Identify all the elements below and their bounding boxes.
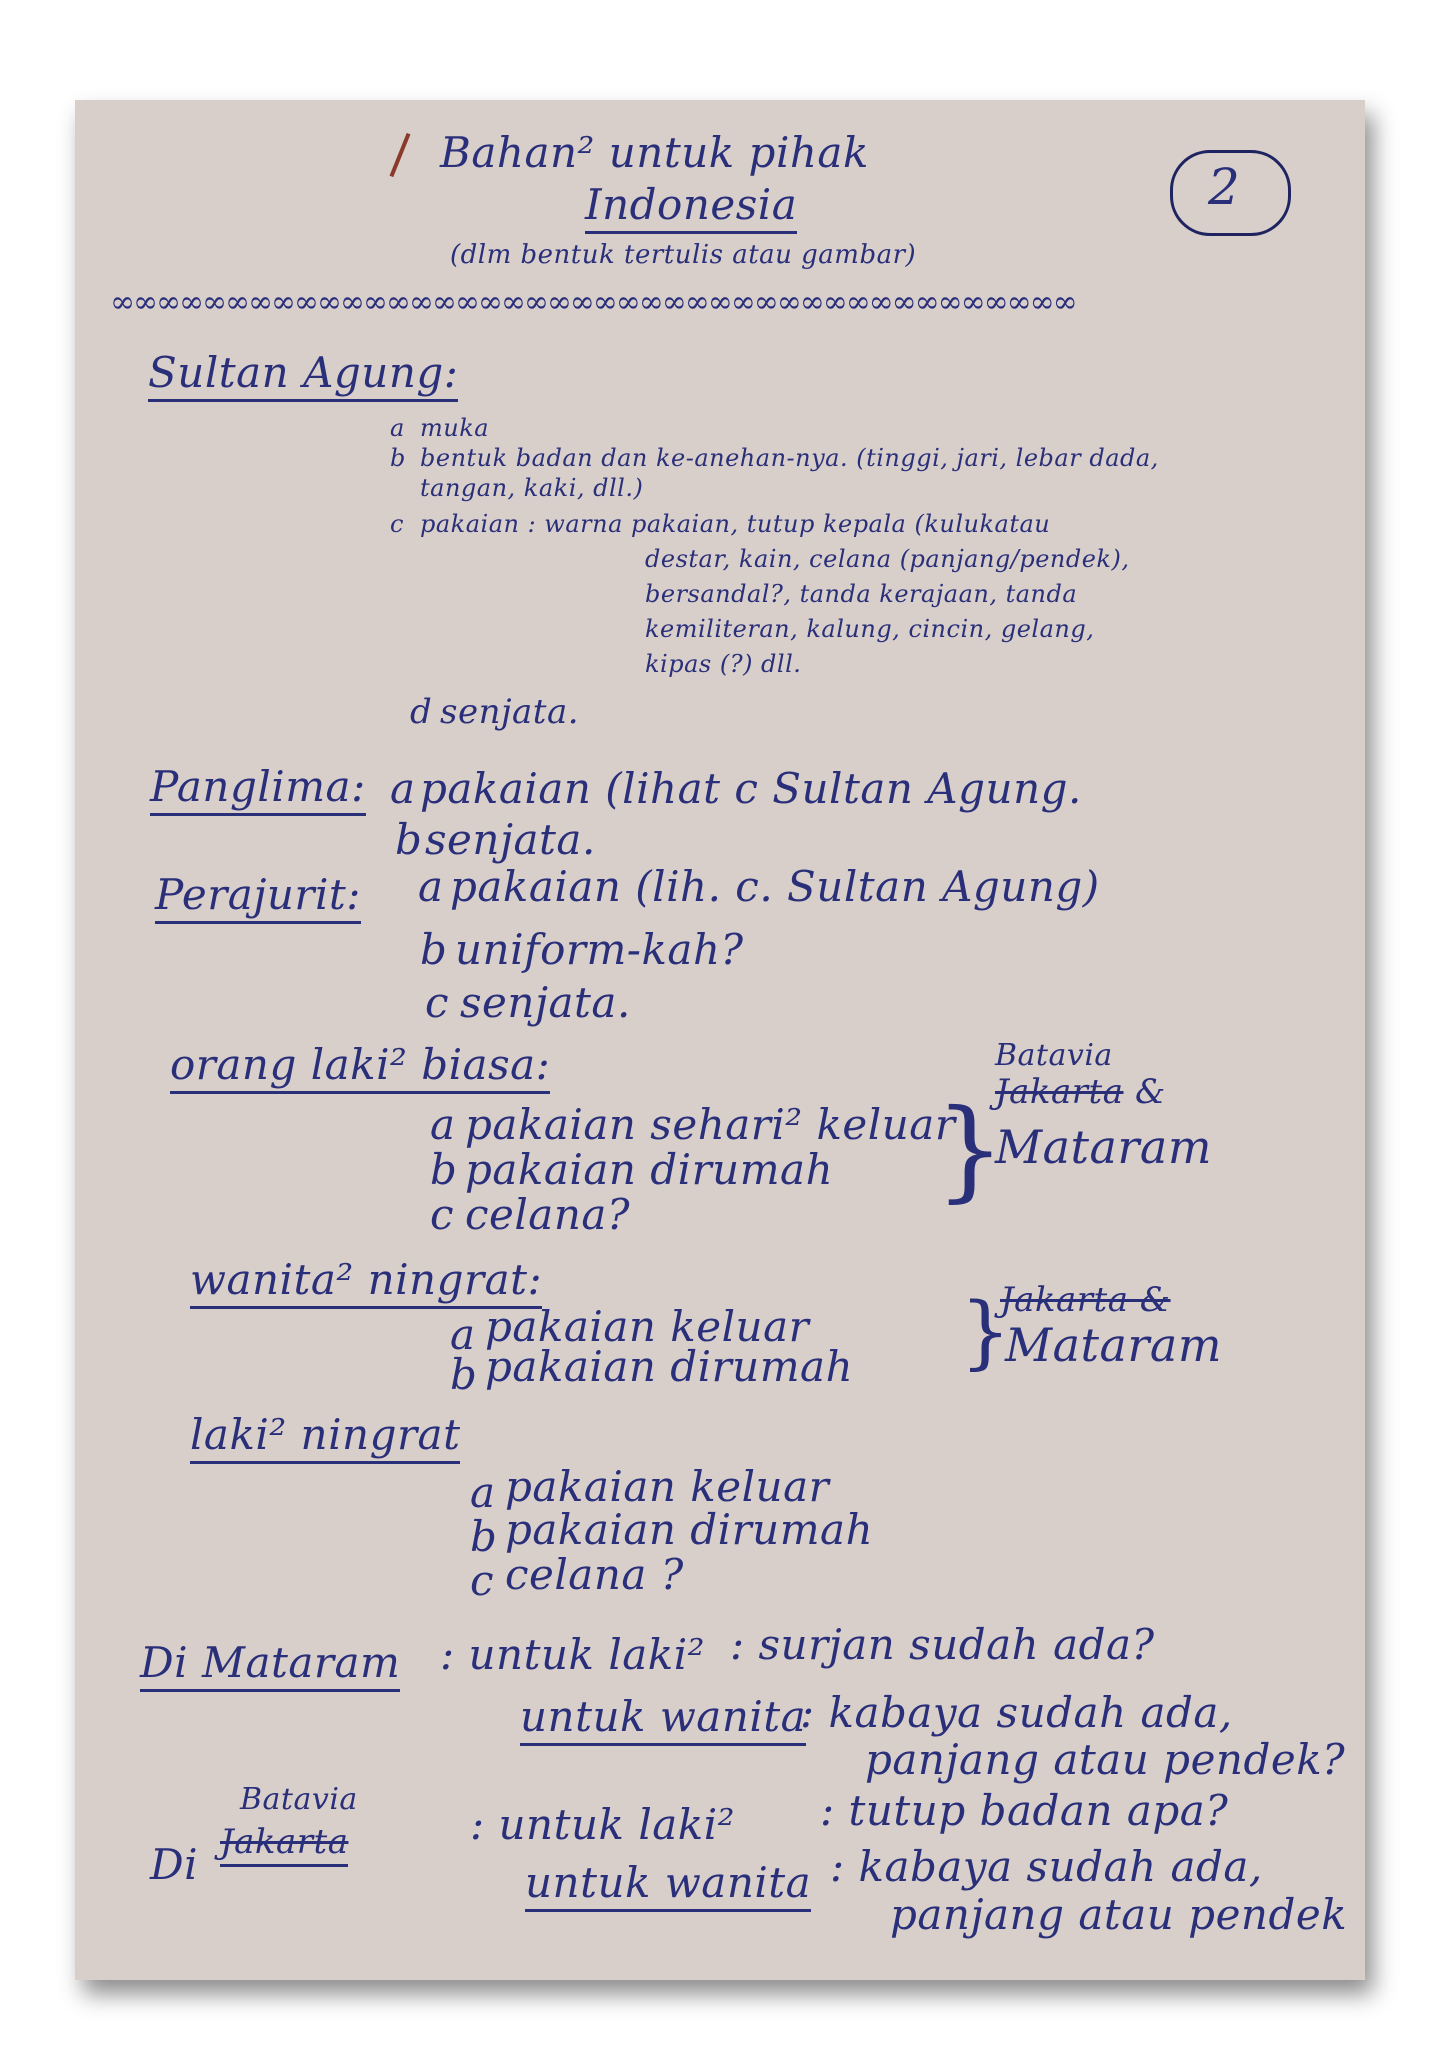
item-text: pakaian dirumah	[465, 1145, 834, 1194]
row-text-wanita: : kabaya sudah ada,	[830, 1842, 1263, 1891]
item-letter: b	[470, 1512, 498, 1561]
item-letter: a	[470, 1468, 496, 1517]
grouping-brace: }	[935, 1085, 1005, 1213]
row-label-laki: : untuk laki²	[470, 1800, 736, 1849]
item-text: bentuk badan dan ke-anehan-nya. (tinggi, jari, lebar dada,	[420, 444, 1159, 472]
item-letter: b	[430, 1145, 458, 1194]
row-label-wanita: untuk wanita	[525, 1858, 811, 1912]
side-note-batavia: Batavia	[995, 1038, 1113, 1073]
item-text: senjata.	[460, 978, 631, 1027]
item-text: pakaian dirumah	[485, 1342, 854, 1391]
row-label-wanita: untuk wanita	[520, 1692, 806, 1746]
item-letter: b	[390, 444, 406, 472]
side-note-mataram: Mataram	[995, 1120, 1212, 1174]
item-text: celana?	[465, 1190, 630, 1239]
section-heading-orang-laki: orang laki² biasa:	[170, 1040, 550, 1094]
item-text: kipas (?) dll.	[645, 650, 802, 678]
item-text: destar, kain, celana (panjang/pendek),	[645, 545, 1130, 573]
item-letter: a	[390, 764, 416, 813]
item-letter: c	[430, 1190, 455, 1239]
decorative-divider: ∞∞∞∞∞∞∞∞∞∞∞∞∞∞∞∞∞∞∞∞∞∞∞∞∞∞∞∞∞∞∞∞∞∞∞∞∞∞∞∞∞∞	[110, 285, 1076, 320]
side-note-struck: Jakarta	[995, 1072, 1124, 1112]
section-heading-di: Di	[150, 1840, 199, 1889]
item-letter: d	[410, 692, 433, 732]
section-heading-perajurit: Perajurit:	[155, 870, 361, 924]
item-letter: c	[470, 1556, 495, 1605]
row-text-laki: : surjan sudah ada?	[730, 1620, 1155, 1669]
item-text: muka	[420, 414, 490, 442]
row-text-wanita: : kabaya sudah ada,	[800, 1688, 1233, 1737]
item-letter: a	[430, 1100, 456, 1149]
section-heading-wanita-ningrat: wanita² ningrat:	[190, 1255, 542, 1309]
side-note-struck: Jakarta &	[1000, 1280, 1171, 1320]
item-text: pakaian keluar	[505, 1462, 830, 1511]
struck-jakarta: Jakarta	[220, 1822, 348, 1867]
document-note: (dlm bentuk tertulis atau gambar)	[450, 240, 917, 270]
item-letter: b	[450, 1350, 478, 1399]
item-text: pakaian keluar	[485, 1302, 810, 1351]
item-letter: c	[390, 510, 404, 538]
document-title: Bahan² untuk pihak	[440, 128, 869, 177]
item-text: pakaian : warna pakaian, tutup kepala (kulukatau	[420, 510, 1051, 538]
item-text: senjata.	[440, 692, 580, 732]
row-text-laki: : tutup badan apa?	[820, 1786, 1229, 1835]
insert-batavia: Batavia	[240, 1782, 358, 1817]
document-subtitle: Indonesia	[585, 180, 797, 234]
item-text: pakaian sehari² keluar	[465, 1100, 956, 1149]
side-note-mataram: Mataram	[1005, 1318, 1222, 1372]
section-heading-laki-ningrat: laki² ningrat	[190, 1410, 460, 1464]
item-letter: b	[420, 925, 448, 974]
item-text: pakaian (lih. c. Sultan Agung)	[450, 862, 1100, 911]
page-number: 2	[1208, 158, 1241, 216]
item-letter: a	[450, 1310, 476, 1359]
section-heading-sultan: Sultan Agung:	[148, 348, 458, 402]
item-text: tangan, kaki, dll.)	[420, 474, 644, 502]
item-text: bersandal?, tanda kerajaan, tanda	[645, 580, 1078, 608]
item-text: pakaian (lihat c Sultan Agung.	[420, 764, 1082, 813]
item-letter: c	[425, 978, 450, 1027]
item-text: senjata.	[425, 815, 596, 864]
row-label-laki: : untuk laki²	[440, 1630, 706, 1679]
item-letter: a	[390, 414, 405, 442]
section-heading-panglima: Panglima:	[150, 762, 366, 816]
item-text: kemiliteran, kalung, cincin, gelang,	[645, 615, 1095, 643]
section-heading-di-mataram: Di Mataram	[140, 1638, 400, 1692]
item-text: uniform-kah?	[455, 925, 744, 974]
grouping-brace: }	[960, 1285, 1011, 1378]
side-note-amp: &	[1135, 1072, 1166, 1112]
row-text-wanita-2: panjang atau pendek?	[865, 1735, 1346, 1784]
item-text: celana ?	[505, 1550, 684, 1599]
row-text-wanita-2: panjang atau pendek	[890, 1890, 1348, 1939]
item-letter: a	[418, 862, 444, 911]
item-text: pakaian dirumah	[505, 1505, 874, 1554]
item-letter: b	[395, 815, 423, 864]
